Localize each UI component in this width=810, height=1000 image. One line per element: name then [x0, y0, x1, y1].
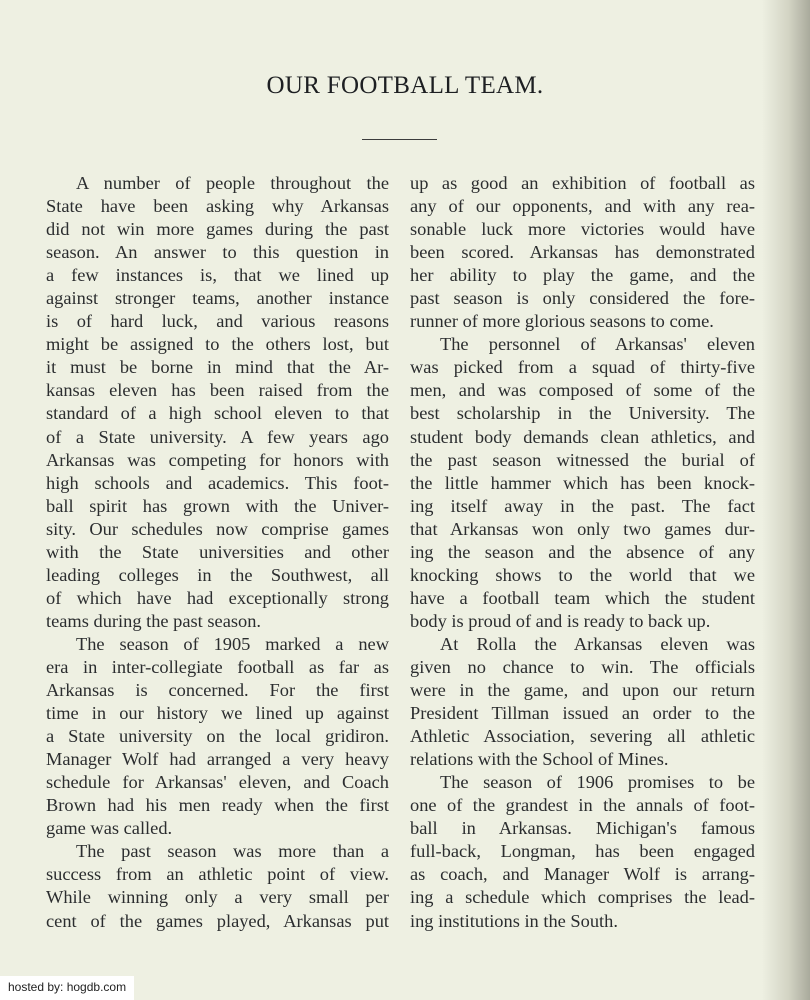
- text-line: cent of the games played, Arkansas put: [46, 910, 389, 931]
- text-line: a few instances is, that we lined up: [46, 265, 389, 286]
- text-line: season. An answer to this question in: [46, 242, 389, 263]
- text-line: any of our opponents, and with any rea-: [410, 196, 755, 217]
- text-line: been scored. Arkansas has demonstrated: [410, 242, 755, 263]
- text-line: State have been asking why Arkansas: [46, 196, 389, 217]
- text-line: sity. Our schedules now comprise games: [46, 518, 389, 539]
- text-line: runner of more glorious seasons to come.: [410, 311, 714, 332]
- text-line: past season is only considered the fore-: [410, 288, 755, 309]
- text-line: did not win more games during the past: [46, 219, 389, 240]
- text-line: While winning only a very small per: [46, 887, 389, 908]
- text-line: full-back, Longman, has been engaged: [410, 841, 755, 862]
- text-line: men, and was composed of some of the: [410, 380, 755, 401]
- text-line: the little hammer which has been knock-: [410, 472, 755, 493]
- text-line: it must be borne in mind that the Ar-: [46, 357, 389, 378]
- text-line: Brown had his men ready when the first: [46, 795, 389, 816]
- text-line: teams during the past season.: [46, 610, 262, 631]
- title-divider: [362, 139, 437, 140]
- text-line: body is proud of and is ready to back up.: [410, 610, 711, 631]
- text-line: Arkansas was competing for honors with: [46, 449, 389, 470]
- text-line: her ability to play the game, and the: [410, 265, 755, 286]
- text-line: were in the game, and upon our return: [410, 680, 755, 701]
- text-line: schedule for Arkansas' eleven, and Coach: [46, 772, 389, 793]
- text-line: as coach, and Manager Wolf is arrang-: [410, 864, 755, 885]
- text-line: was picked from a squad of thirty-five: [410, 357, 755, 378]
- text-line: The personnel of Arkansas' eleven: [440, 334, 755, 355]
- text-line: student body demands clean athletics, and: [410, 426, 755, 447]
- text-line: sonable luck more victories would have: [410, 219, 755, 240]
- text-line: Manager Wolf had arranged a very heavy: [46, 749, 389, 770]
- left-column: [46, 172, 389, 933]
- article-title: OUR FOOTBALL TEAM.: [266, 72, 544, 99]
- text-line: The season of 1906 promises to be: [440, 772, 755, 793]
- text-line: of which have had exceptionally strong: [46, 587, 389, 608]
- text-line: ing institutions in the South.: [410, 910, 618, 931]
- page-edge-shadow: [762, 0, 810, 1000]
- text-line: A number of people throughout the: [76, 173, 389, 193]
- text-line: best scholarship in the University. The: [410, 403, 755, 424]
- text-line: ing a schedule which comprises the lead-: [410, 887, 755, 908]
- text-line: ball in Arkansas. Michigan's famous: [410, 818, 755, 839]
- text-line: ing the season and the absence of any: [410, 541, 755, 562]
- text-line: given no chance to win. The officials: [410, 656, 755, 677]
- text-line: ball spirit has grown with the Univer-: [46, 495, 389, 516]
- text-line: President Tillman issued an order to the: [410, 703, 755, 724]
- text-line: ing itself away in the past. The fact: [410, 495, 755, 516]
- text-line: that Arkansas won only two games dur-: [410, 518, 755, 539]
- text-line: The past season was more than a: [76, 841, 389, 862]
- text-line: knocking shows to the world that we: [410, 564, 755, 585]
- text-line: of a State university. A few years ago: [46, 426, 389, 447]
- hosted-by-footer: hosted by: hogdb.com: [0, 976, 134, 1000]
- text-line: game was called.: [46, 818, 173, 839]
- text-line: At Rolla the Arkansas eleven was: [440, 633, 755, 654]
- text-line: up as good an exhibition of football as: [410, 173, 755, 193]
- text-line: against stronger teams, another instance: [46, 288, 389, 309]
- text-line: with the State universities and other: [46, 541, 389, 562]
- text-line: success from an athletic point of view.: [46, 864, 389, 885]
- text-line: kansas eleven has been raised from the: [46, 380, 389, 401]
- text-line: is of hard luck, and various reasons: [46, 311, 389, 332]
- right-column: [410, 172, 755, 933]
- text-line: The season of 1905 marked a new: [76, 633, 389, 654]
- text-line: high schools and academics. This foot-: [46, 472, 389, 493]
- text-line: Athletic Association, severing all athletic: [410, 726, 755, 747]
- text-line: the past season witnessed the burial of: [410, 449, 755, 470]
- text-line: time in our history we lined up against: [46, 703, 389, 724]
- text-line: era in inter-collegiate football as far as: [46, 656, 389, 677]
- text-line: might be assigned to the others lost, but: [46, 334, 389, 355]
- text-line: standard of a high school eleven to that: [46, 403, 389, 424]
- text-line: Arkansas is concerned. For the first: [46, 680, 389, 701]
- text-line: a State university on the local gridiron.: [46, 726, 389, 747]
- text-line: leading colleges in the Southwest, all: [46, 564, 389, 585]
- text-line: one of the grandest in the annals of foot-: [410, 795, 755, 816]
- text-line: have a football team which the student: [410, 587, 755, 608]
- text-line: relations with the School of Mines.: [410, 749, 669, 770]
